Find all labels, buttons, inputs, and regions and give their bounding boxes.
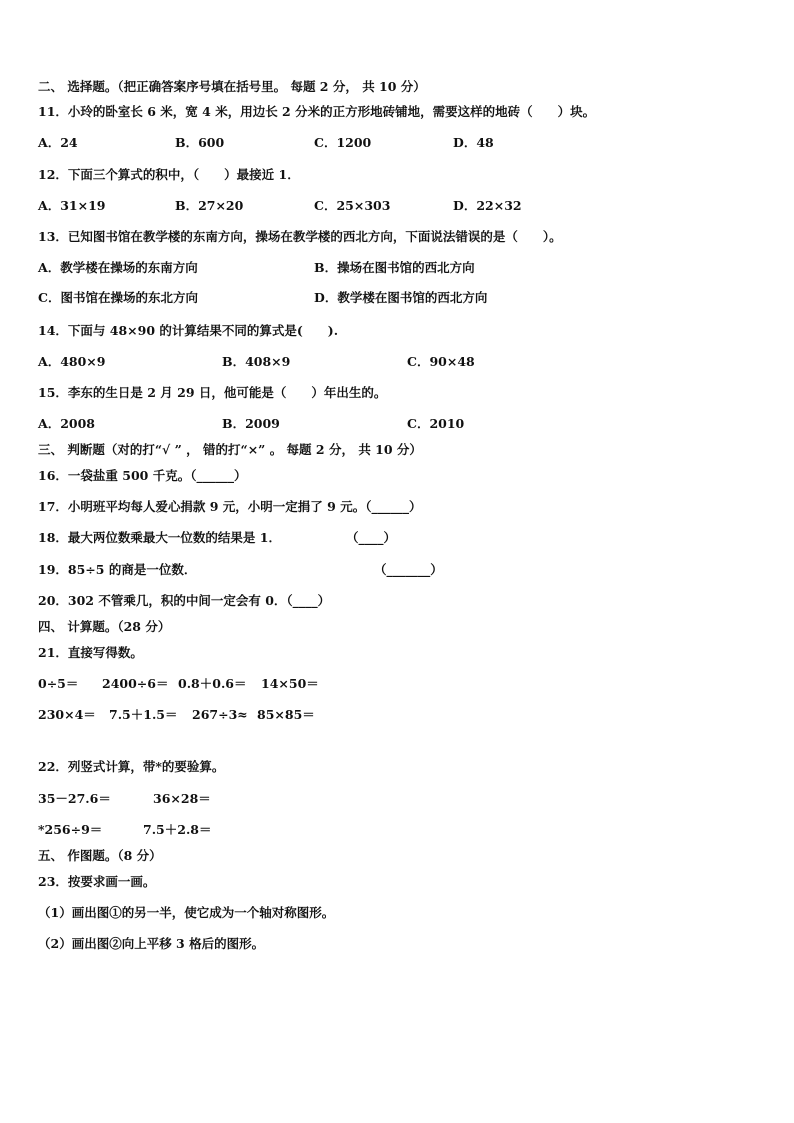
- q12-option-a: A．31×19: [38, 198, 106, 213]
- q21-item-2: 2400÷6＝: [102, 676, 169, 691]
- q13-option-a: A．教学楼在操场的东南方向: [38, 260, 198, 275]
- q12-option-c: C．25×303: [314, 198, 391, 213]
- section-2-heading: 二、 选择题。（把正确答案序号填在括号里。 每题 2 分， 共 10 分）: [38, 79, 426, 94]
- q23-part-1: （1）画出图①的另一半，使它成为一个轴对称图形。: [38, 905, 335, 920]
- q15-option-b: B．2009: [222, 416, 280, 431]
- q11-option-d: D．48: [453, 135, 494, 150]
- question-12-stem: 12．下面三个算式的积中，（ ）最接近 1．: [38, 167, 300, 182]
- q12-option-b: B．27×20: [175, 198, 244, 213]
- q21-item-3: 0.8＋0.6＝: [178, 676, 247, 691]
- question-23-stem: 23．按要求画一画。: [38, 874, 156, 889]
- q21-item-6: 7.5＋1.5＝: [109, 707, 178, 722]
- q21-item-4: 14×50＝: [261, 676, 319, 691]
- question-18-stem: 18．最大两位数乘最大一位数的结果是 1．: [38, 530, 281, 545]
- q11-option-c: C．1200: [314, 135, 372, 150]
- question-19-stem: 19．85÷5 的商是一位数．: [38, 562, 197, 577]
- section-4-heading: 四、 计算题。（28 分）: [38, 619, 171, 634]
- question-20: 20．302 不管乘几，积的中间一定会有 0．（____）: [38, 593, 331, 608]
- q14-option-c: C．90×48: [407, 354, 475, 369]
- question-11-stem: 11．小玲的卧室长 6 米，宽 4 米，用边长 2 分米的正方形地砖铺地，需要这样的地砖（ ）块。: [38, 104, 596, 119]
- q13-option-d: D．教学楼在图书馆的西北方向: [314, 290, 488, 305]
- question-17: 17．小明班平均每人爱心捐款 9 元，小明一定捐了 9 元。（______）: [38, 499, 422, 514]
- q18-answer-blank: （____）: [346, 530, 397, 545]
- q14-option-a: A．480×9: [38, 354, 106, 369]
- question-15-stem: 15．李东的生日是 2 月 29 日，他可能是（ ）年出生的。: [38, 385, 387, 400]
- q13-option-b: B．操场在图书馆的西北方向: [314, 260, 475, 275]
- q22-item-4: 7.5＋2.8＝: [143, 822, 212, 837]
- q22-item-3: *256÷9＝: [38, 822, 103, 837]
- section-3-heading: 三、 判断题（对的打“√ ” ， 错的打“×” 。 每题 2 分， 共 10 分）: [38, 442, 422, 457]
- q22-item-2: 36×28＝: [153, 791, 211, 806]
- q23-part-2: （2）画出图②向上平移 3 格后的图形。: [38, 936, 265, 951]
- q22-item-1: 35－27.6＝: [38, 791, 111, 806]
- q21-item-5: 230×4＝: [38, 707, 96, 722]
- q13-option-c: C．图书馆在操场的东北方向: [38, 290, 198, 305]
- q11-option-a: A．24: [38, 135, 78, 150]
- q21-item-8: 85×85＝: [257, 707, 315, 722]
- q14-option-b: B．408×9: [222, 354, 291, 369]
- q15-option-a: A．2008: [38, 416, 95, 431]
- q11-option-b: B．600: [175, 135, 225, 150]
- q15-option-c: C．2010: [407, 416, 465, 431]
- question-14-stem: 14．下面与 48×90 的计算结果不同的算式是( ).: [38, 323, 339, 338]
- question-13-stem: 13．已知图书馆在教学楼的东南方向，操场在教学楼的西北方向，下面说法错误的是（ ）。: [38, 229, 562, 244]
- section-5-heading: 五、 作图题。（8 分）: [38, 848, 162, 863]
- q21-item-7: 267÷3≈: [192, 707, 248, 722]
- q19-answer-blank: （_______）: [374, 562, 443, 577]
- q21-item-1: 0÷5＝: [38, 676, 79, 691]
- question-21-stem: 21．直接写得数。: [38, 645, 143, 660]
- question-16: 16．一袋盐重 500 千克。（______）: [38, 468, 247, 483]
- q12-option-d: D．22×32: [453, 198, 522, 213]
- question-22-stem: 22．列竖式计算，带*的要验算。: [38, 759, 225, 774]
